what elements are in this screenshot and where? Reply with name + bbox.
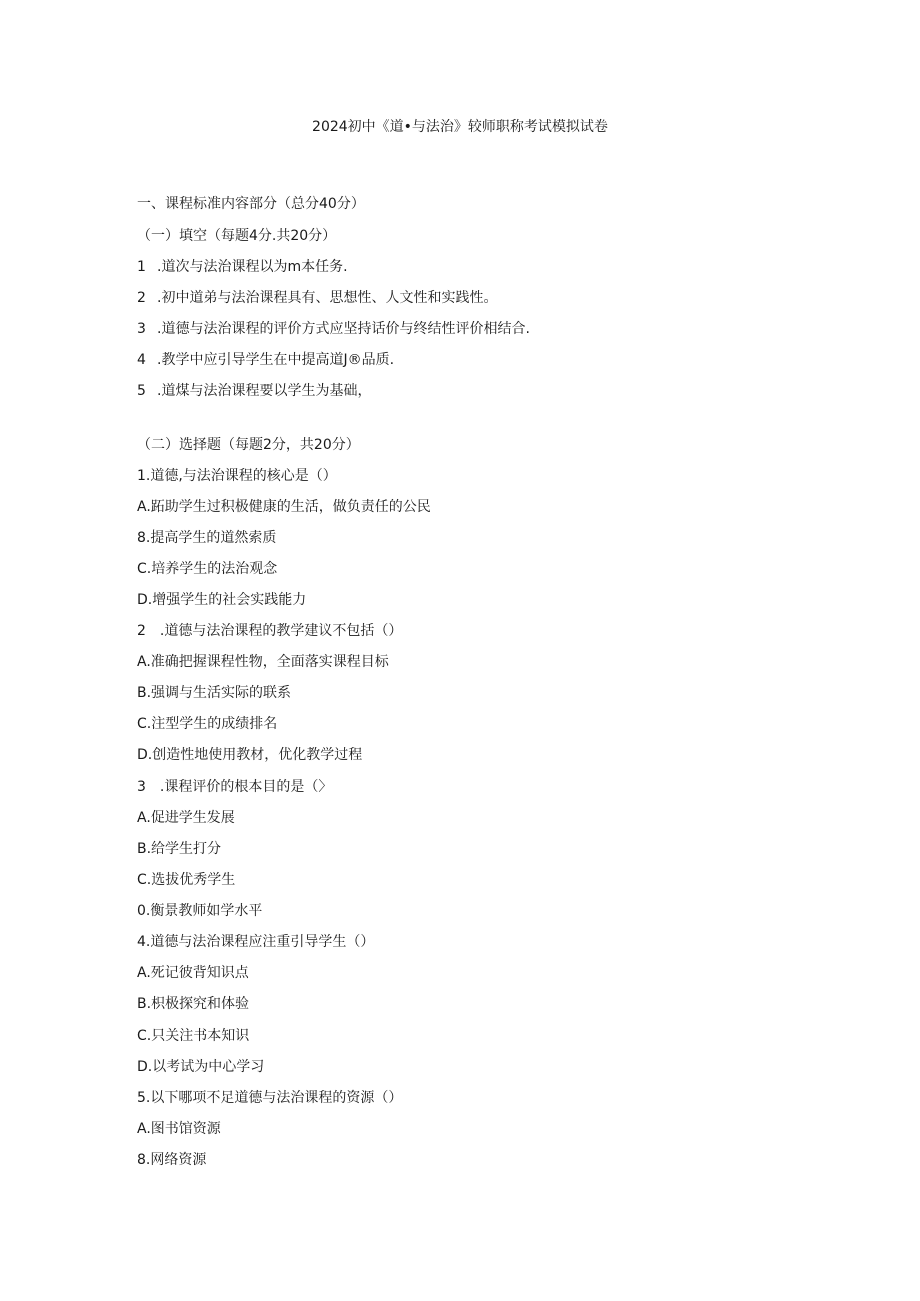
item-text: .道次与法治课程以为m本任务. [157,259,348,275]
item-number: 1 [137,259,146,275]
item-text: .教学中应引导学生在中提高道J®品质. [157,352,395,368]
section-heading: 一、课程标准内容部分（总分40分） [137,196,365,212]
option-line: D.增强学生的社会实践能力 [137,592,307,608]
option-line: D.创造性地使用教材，优化教学过程 [137,747,363,763]
question-line: 4.道德与法治课程应注重引导学生（） [137,934,375,950]
option-line: C.培养学生的法治观念 [137,561,278,577]
question-line: 2 .道德与法治课程的教学建议不包括（） [137,623,403,639]
choice-heading: （二）选择题（每题2分，共20分） [137,437,360,453]
option-line: D.以考试为中心学习 [137,1059,265,1075]
question-line: 3 .课程评价的根本目的是（〉 [137,779,333,795]
option-line: 8.网络资源 [137,1152,207,1168]
option-line: 0.衡景教师如学水平 [137,903,263,919]
item-number: 4 [137,352,146,368]
fill-item [137,381,371,401]
item-number: 3 [137,321,146,337]
fill-item [137,257,348,277]
item-number: 2 [137,290,146,306]
item-text: .道煤与法治课程要以学生为基础， [157,383,372,399]
option-line: A.死记彼背知识点 [137,965,249,981]
option-line: B.枳极探究和体验 [137,996,250,1012]
question-line: 1.道德,与法治课程的核心是（） [137,468,337,484]
option-line: C.只关注书本知识 [137,1028,250,1044]
option-line: B.强调与生活实际的联系 [137,685,292,701]
option-line: A.跖助学生过积极健康的生活，做负责任的公民 [137,499,431,515]
option-line: B.给学生打分 [137,841,222,857]
question-line: 5.以下哪项不足道德与法治课程的资源（） [137,1090,403,1106]
option-line: C.注型学生的成绩排名 [137,716,278,732]
fill-item [137,350,394,370]
option-line: A.促进学生发展 [137,810,235,826]
fill-item [137,288,497,308]
option-line: 8.提高学生的道然索质 [137,530,277,546]
item-text: .初中道弟与法治课程具有、思想性、人文性和实践性。 [157,290,498,306]
fill-blank-heading: （一）填空（每题4分.共20分） [137,228,337,244]
option-line: C.选拔优秀学生 [137,872,236,888]
option-line: A.准确把握课程性物，全面落实课程目标 [137,654,389,670]
item-text: .道德与法治课程的评价方式应坚持话价与终结性评价相结合. [157,321,530,337]
fill-item [137,319,530,339]
page-title: 2024初中《道•与法治》较师职称考试模拟试卷 [312,119,608,135]
item-number: 5 [137,383,146,399]
option-line: A.图书馆资源 [137,1121,221,1137]
